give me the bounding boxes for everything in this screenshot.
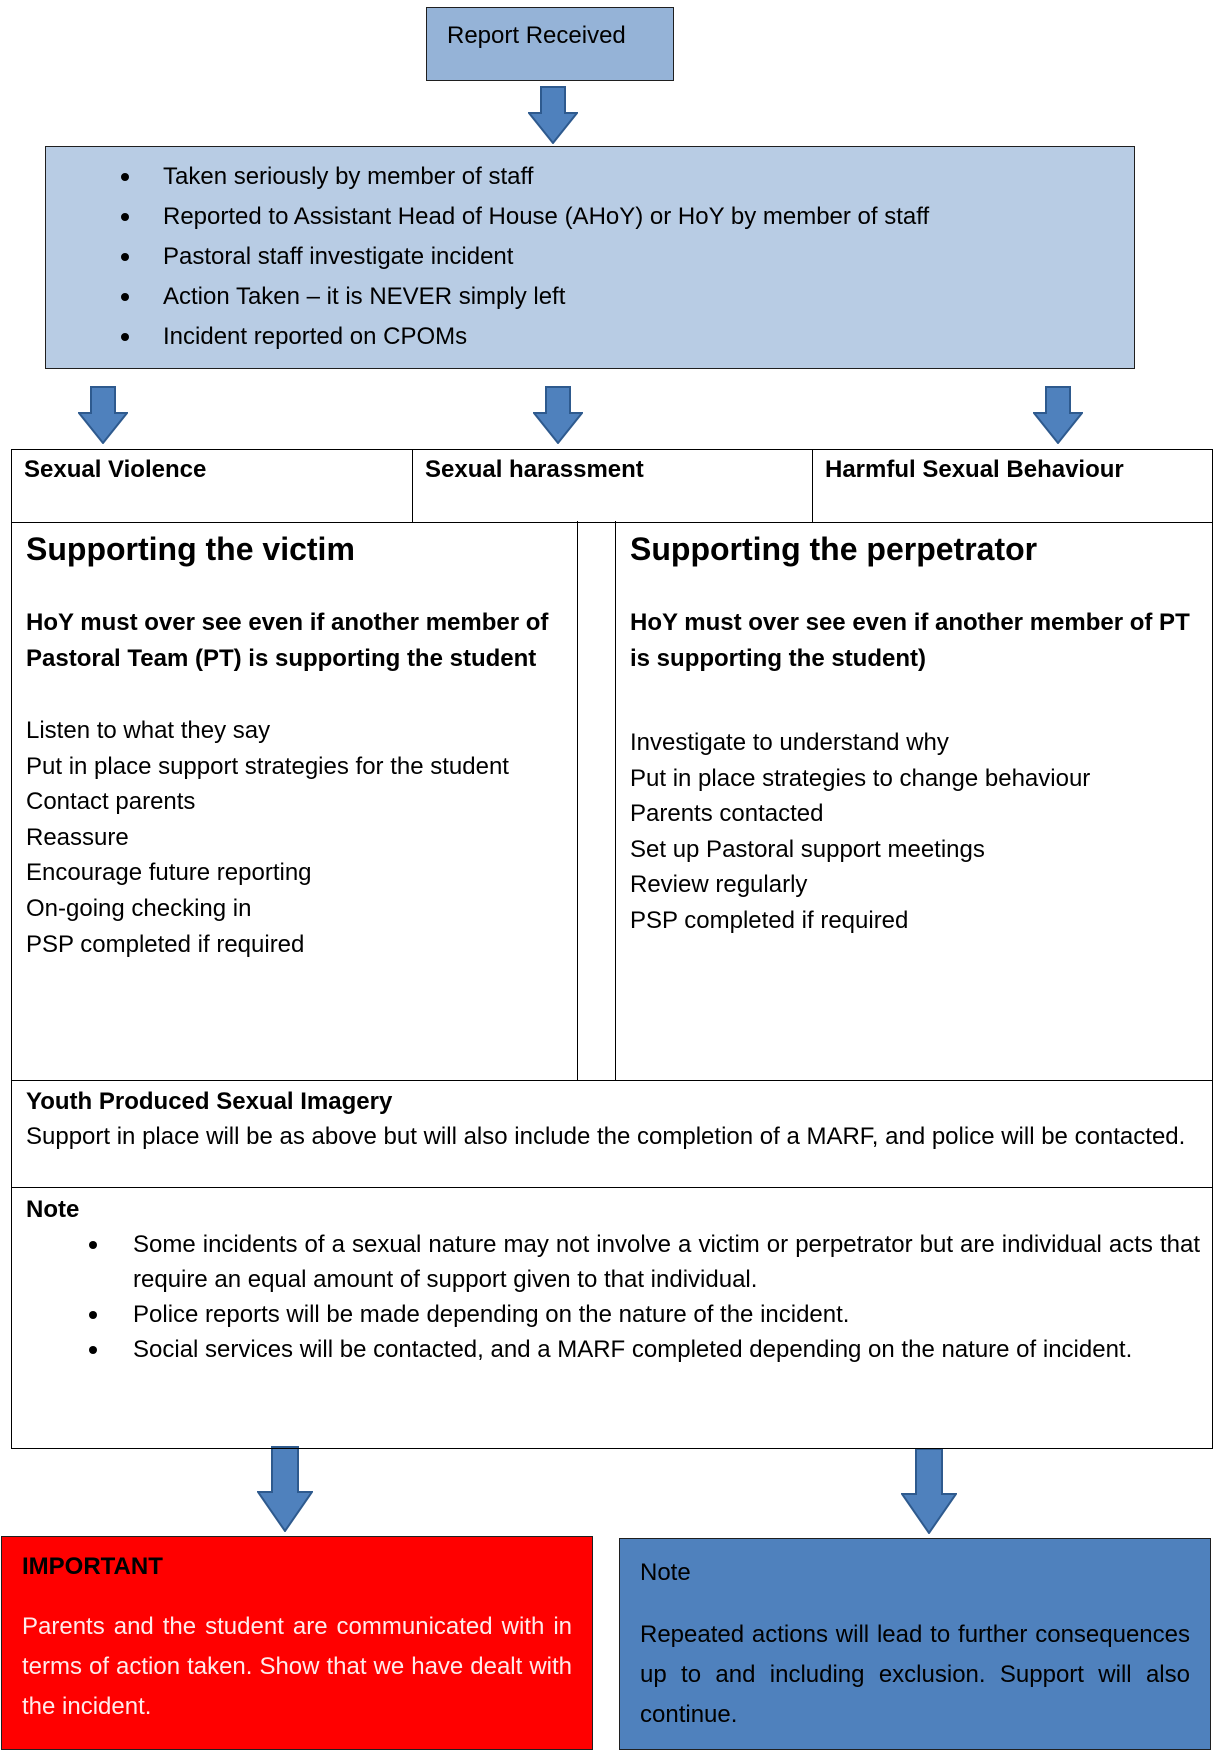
- victim-support-subtitle: HoY must over see even if another member of Pastoral Team (PT) is supporting the student: [26, 609, 549, 672]
- victim-support-title: Supporting the victim: [26, 531, 355, 567]
- list-item: Listen to what they say: [26, 717, 271, 744]
- repeated-actions-note-box: [619, 1538, 1211, 1750]
- list-item: Contact parents: [26, 788, 196, 816]
- list-item: Reassure: [26, 823, 129, 851]
- down-arrow-icon: [533, 386, 583, 444]
- list-item: PSP completed if required: [26, 930, 305, 958]
- list-item: Set up Pastoral support meetings: [630, 835, 985, 863]
- report-received-box: [426, 7, 674, 81]
- list-item: Review regularly: [630, 871, 808, 899]
- note-item: Police reports will be made depending on the nature of the incident.: [26, 1297, 1200, 1332]
- initial-steps-list: [46, 147, 1134, 357]
- note-title: Note: [26, 1196, 80, 1223]
- support-section: [11, 521, 1213, 1081]
- report-received-label: Report Received: [447, 22, 626, 49]
- list-item: Encourage future reporting: [26, 859, 312, 887]
- down-arrow-icon: [257, 1446, 313, 1532]
- note-list: [26, 1227, 1200, 1367]
- list-item: Put in place strategies to change behaviour: [630, 764, 1091, 792]
- important-box: [1, 1536, 593, 1750]
- perpetrator-support-column: [616, 521, 1214, 939]
- list-item: Put in place support strategies for the student: [26, 752, 509, 780]
- category-sexual-violence: Sexual Violence: [12, 450, 413, 522]
- step-item: Incident reported on CPOMs: [46, 317, 1134, 357]
- step-item: Pastoral staff investigate incident: [46, 237, 1134, 277]
- victim-support-list: [26, 713, 567, 962]
- victim-support-column: [12, 521, 577, 962]
- step-item: Reported to Assistant Head of House (AHoY) or HoY by member of staff: [46, 197, 1134, 237]
- step-item: Taken seriously by member of staff: [46, 157, 1134, 197]
- list-item: On-going checking in: [26, 894, 252, 922]
- imagery-section: [11, 1080, 1213, 1187]
- perpetrator-support-title: Supporting the perpetrator: [630, 531, 1038, 567]
- step-item: Action Taken – it is NEVER simply left: [46, 277, 1134, 317]
- note-item: Social services will be contacted, and a MARF completed depending on the nature of incident.: [26, 1332, 1200, 1367]
- down-arrow-icon: [1033, 386, 1083, 444]
- down-arrow-icon: [901, 1448, 957, 1534]
- perpetrator-support-list: [630, 725, 1204, 939]
- important-title: IMPORTANT: [22, 1553, 163, 1580]
- list-item: Investigate to understand why: [630, 729, 949, 756]
- down-arrow-icon: [528, 86, 578, 144]
- initial-steps-box: [45, 146, 1135, 369]
- column-divider: [577, 521, 578, 1080]
- note-section: [11, 1187, 1213, 1449]
- perpetrator-support-subtitle: HoY must over see even if another member of PT is supporting the student): [630, 609, 1190, 672]
- important-text: Parents and the student are communicated with in terms of action taken. Show that we have dealt with the incident.: [22, 1613, 572, 1720]
- repeated-actions-note-text: Repeated actions will lead to further consequences up to and including exclusion. Support will also continue.: [640, 1621, 1190, 1728]
- down-arrow-icon: [78, 386, 128, 444]
- imagery-title: Youth Produced Sexual Imagery: [26, 1088, 393, 1115]
- list-item: Parents contacted: [630, 800, 824, 828]
- category-sexual-harassment: Sexual harassment: [413, 450, 813, 522]
- category-harmful-sexual-behaviour: Harmful Sexual Behaviour: [825, 456, 1124, 483]
- note-item: Some incidents of a sexual nature may not involve a victim or perpetrator but are individual acts that require an equal amount of support given to that individual.: [26, 1227, 1200, 1297]
- imagery-text: Support in place will be as above but will also include the completion of a MARF, and police will be contacted.: [26, 1123, 1186, 1150]
- list-item: PSP completed if required: [630, 906, 909, 934]
- category-row: [11, 449, 1213, 523]
- repeated-actions-note-title: Note: [640, 1559, 691, 1586]
